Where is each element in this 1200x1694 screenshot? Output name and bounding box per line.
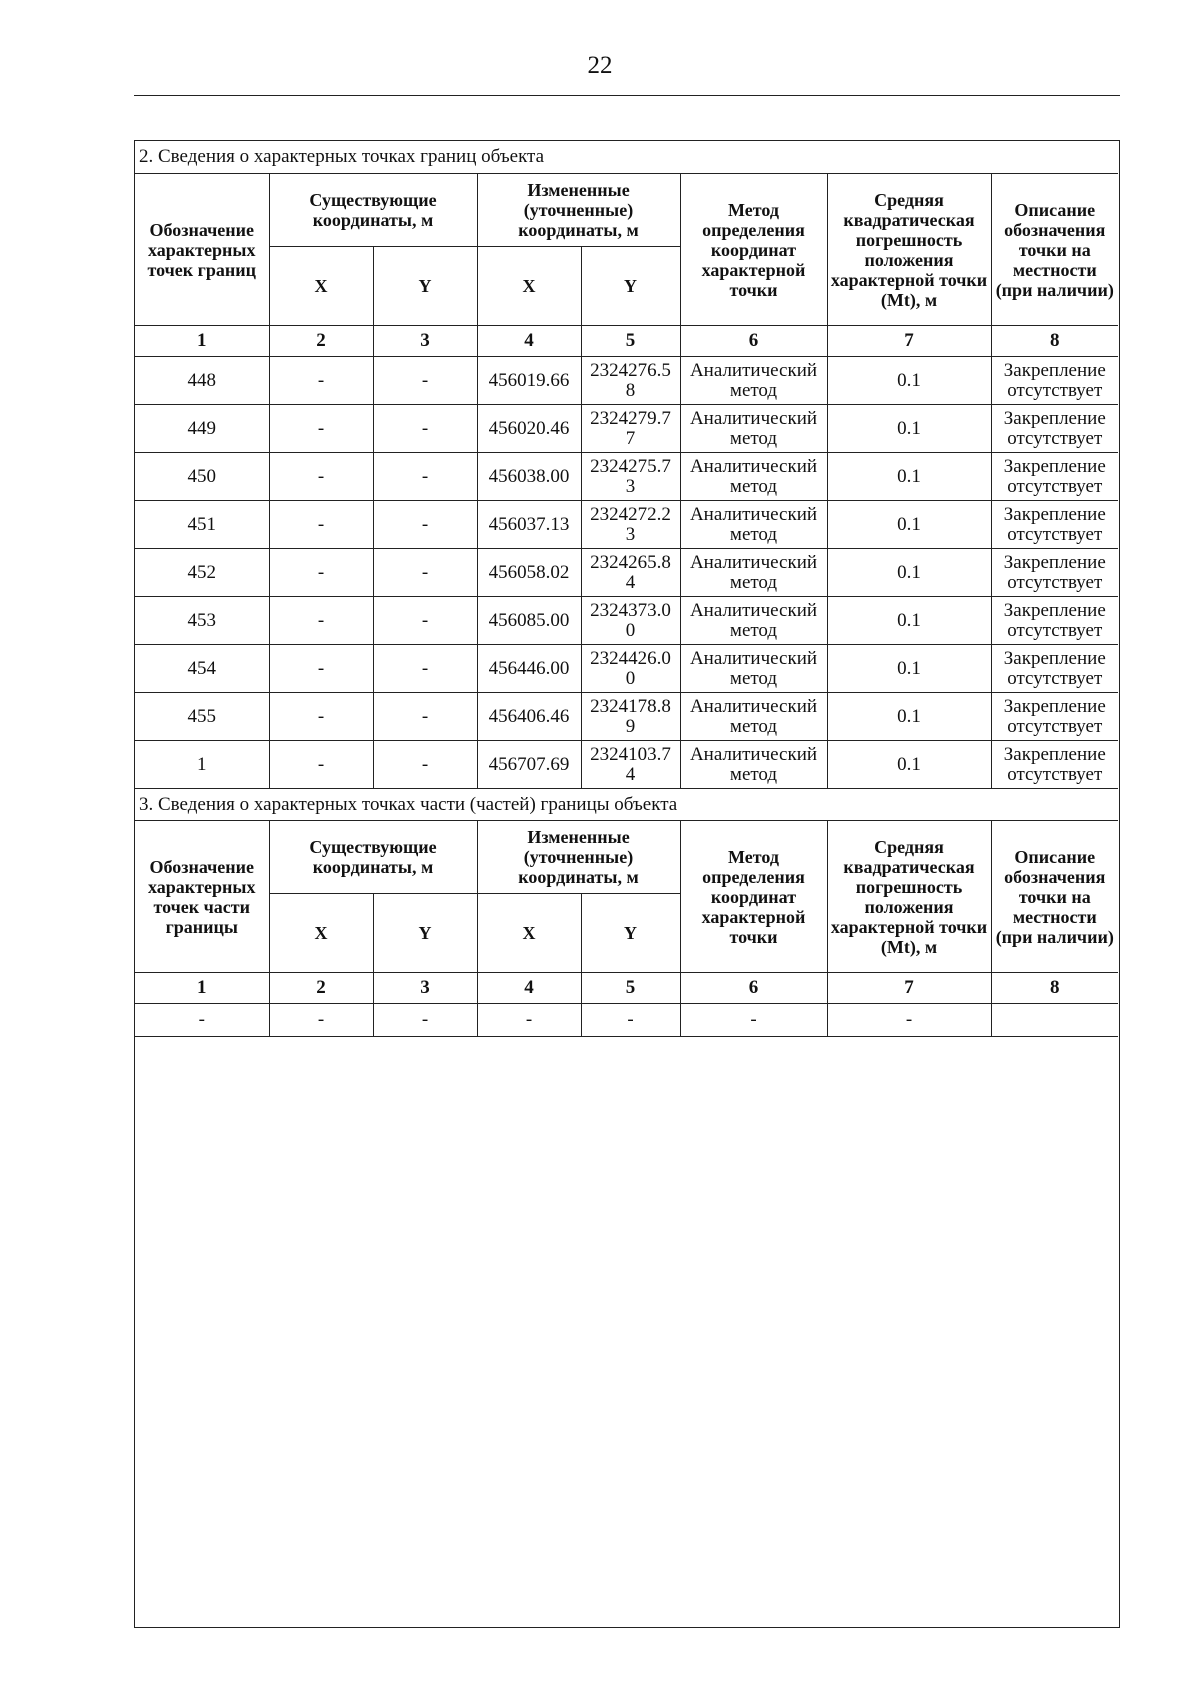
point-id: 450 (135, 453, 269, 501)
existing-x: - (269, 549, 373, 597)
header-existing-y: Y (373, 247, 477, 326)
existing-x: - (269, 597, 373, 645)
coord-y-line1: 2324279.7 (590, 407, 671, 429)
description-line2: отсутствует (1007, 763, 1103, 785)
header-description: Описание обозначения точки на местности (при наличии) (991, 821, 1118, 973)
coord-y (581, 405, 680, 453)
description-line1: Закрепление (1003, 503, 1106, 525)
description (991, 549, 1118, 597)
coord-y-line2: 0 (625, 619, 636, 641)
coord-x: 456037.13 (477, 501, 581, 549)
coord-y-line1: 2324265.8 (590, 551, 671, 573)
coord-y-line2: 9 (625, 715, 636, 737)
method (680, 453, 827, 501)
coord-y-line2: 3 (625, 475, 636, 497)
method-line2: метод (729, 427, 778, 449)
column-number: 2 (269, 973, 373, 1004)
column-number: 8 (991, 326, 1118, 357)
coord-y-line1: 2324426.0 (590, 647, 671, 669)
column-number: 8 (991, 973, 1118, 1004)
method-line2: метод (729, 571, 778, 593)
existing-x: - (269, 405, 373, 453)
cell: - (373, 1004, 477, 1037)
header-rule (134, 95, 1120, 96)
coord-y-line1: 2324178.8 (590, 695, 671, 717)
point-id: 453 (135, 597, 269, 645)
existing-y: - (373, 453, 477, 501)
method-line2: метод (729, 667, 778, 689)
existing-x: - (269, 501, 373, 549)
table-row (135, 549, 1118, 597)
header-existing-x: X (269, 247, 373, 326)
document-frame (134, 140, 1120, 1628)
description-line1: Закрепление (1003, 647, 1106, 669)
header-part-point-designation: Обозначение характерных точек части границы (135, 821, 269, 973)
page-number: 22 (587, 52, 613, 79)
coord-y (581, 549, 680, 597)
column-number: 5 (581, 973, 680, 1004)
section-2-title: 2. Сведения о характерных точках границ объекта (135, 141, 1118, 174)
header-point-designation: Обозначение характерных точек границ (135, 174, 269, 326)
existing-y: - (373, 597, 477, 645)
coord-x: 456707.69 (477, 741, 581, 789)
table-row (135, 741, 1118, 789)
accuracy-mt: 0.1 (827, 357, 991, 405)
existing-x: - (269, 741, 373, 789)
coord-y-line2: 4 (625, 571, 636, 593)
header-accuracy: Средняя квадратическая погрешность положения характерной точки (Mt), м (827, 174, 991, 326)
column-number: 4 (477, 326, 581, 357)
column-number: 2 (269, 326, 373, 357)
accuracy-mt: 0.1 (827, 741, 991, 789)
existing-y: - (373, 693, 477, 741)
header-method: Метод определения координат характерной точки (680, 821, 827, 973)
method (680, 645, 827, 693)
header-changed-coordinates: Измененные (уточненные) координаты, м (477, 821, 680, 894)
column-numbers-row (135, 973, 1118, 1004)
column-number: 1 (135, 973, 269, 1004)
column-number: 6 (680, 326, 827, 357)
column-number: 6 (680, 973, 827, 1004)
coord-y (581, 357, 680, 405)
method-line1: Аналитический (689, 695, 818, 717)
method-line1: Аналитический (689, 359, 818, 381)
point-id: 1 (135, 741, 269, 789)
cell: - (477, 1004, 581, 1037)
column-number: 3 (373, 326, 477, 357)
header-method: Метод определения координат характерной точки (680, 174, 827, 326)
cell (991, 1004, 1118, 1037)
method-line2: метод (729, 619, 778, 641)
coord-y (581, 501, 680, 549)
coord-x: 456085.00 (477, 597, 581, 645)
accuracy-mt: 0.1 (827, 405, 991, 453)
table-row (135, 693, 1118, 741)
cell: - (269, 1004, 373, 1037)
description-line1: Закрепление (1003, 551, 1106, 573)
coord-y-line2: 7 (625, 427, 636, 449)
point-id: 454 (135, 645, 269, 693)
existing-y: - (373, 549, 477, 597)
header-changed-x: X (477, 894, 581, 973)
method-line2: метод (729, 763, 778, 785)
header-description: Описание обозначения точки на местности (при наличии) (991, 174, 1118, 326)
section-3-title: 3. Сведения о характерных точках части (частей) границы объекта (135, 789, 1118, 821)
method-line1: Аналитический (689, 743, 818, 765)
description-line1: Закрепление (1003, 359, 1106, 381)
cell: - (827, 1004, 991, 1037)
header-changed-x: X (477, 247, 581, 326)
method (680, 693, 827, 741)
column-number: 1 (135, 326, 269, 357)
description-line2: отсутствует (1007, 427, 1103, 449)
coord-x: 456058.02 (477, 549, 581, 597)
coord-y (581, 597, 680, 645)
coord-y-line1: 2324275.7 (590, 455, 671, 477)
accuracy-mt: 0.1 (827, 549, 991, 597)
column-numbers-row (135, 326, 1118, 357)
method-line1: Аналитический (689, 503, 818, 525)
method-line2: метод (729, 379, 778, 401)
point-id: 451 (135, 501, 269, 549)
header-existing-coordinates: Существующие координаты, м (269, 821, 477, 894)
method-line1: Аналитический (689, 407, 818, 429)
accuracy-mt: 0.1 (827, 501, 991, 549)
description-line2: отсутствует (1007, 571, 1103, 593)
coord-y-line1: 2324103.7 (590, 743, 671, 765)
description-line1: Закрепление (1003, 599, 1106, 621)
coord-y (581, 693, 680, 741)
table-row (135, 405, 1118, 453)
method (680, 501, 827, 549)
method (680, 549, 827, 597)
description-line2: отсутствует (1007, 379, 1103, 401)
header-accuracy: Средняя квадратическая погрешность положения характерной точки (Mt), м (827, 821, 991, 973)
coord-y-line1: 2324276.5 (590, 359, 671, 381)
method-line2: метод (729, 475, 778, 497)
coord-y-line2: 4 (625, 763, 636, 785)
description (991, 357, 1118, 405)
column-number: 5 (581, 326, 680, 357)
description-line1: Закрепление (1003, 695, 1106, 717)
description (991, 405, 1118, 453)
point-id: 452 (135, 549, 269, 597)
accuracy-mt: 0.1 (827, 693, 991, 741)
method-line2: метод (729, 715, 778, 737)
method-line1: Аналитический (689, 551, 818, 573)
method (680, 597, 827, 645)
table-row (135, 501, 1118, 549)
description (991, 453, 1118, 501)
description-line2: отсутствует (1007, 523, 1103, 545)
description-line1: Закрепление (1003, 455, 1106, 477)
accuracy-mt: 0.1 (827, 645, 991, 693)
column-number: 4 (477, 973, 581, 1004)
method-line1: Аналитический (689, 647, 818, 669)
method (680, 357, 827, 405)
description-line2: отсутствует (1007, 475, 1103, 497)
coord-x: 456446.00 (477, 645, 581, 693)
accuracy-mt: 0.1 (827, 453, 991, 501)
header-changed-y: Y (581, 247, 680, 326)
accuracy-mt: 0.1 (827, 597, 991, 645)
header-existing-y: Y (373, 894, 477, 973)
point-id: 455 (135, 693, 269, 741)
table-row (135, 357, 1118, 405)
existing-y: - (373, 741, 477, 789)
description-line2: отсутствует (1007, 715, 1103, 737)
method-line1: Аналитический (689, 599, 818, 621)
description-line1: Закрепление (1003, 407, 1106, 429)
table-row (135, 597, 1118, 645)
coord-x: 456406.46 (477, 693, 581, 741)
coord-y-line1: 2324373.0 (590, 599, 671, 621)
existing-x: - (269, 357, 373, 405)
boundary-points-table (135, 141, 1118, 1037)
method (680, 405, 827, 453)
cell: - (680, 1004, 827, 1037)
coord-y (581, 453, 680, 501)
coord-y-line1: 2324272.2 (590, 503, 671, 525)
coord-x: 456019.66 (477, 357, 581, 405)
coord-y (581, 645, 680, 693)
description (991, 501, 1118, 549)
method (680, 741, 827, 789)
column-number: 7 (827, 973, 991, 1004)
existing-y: - (373, 357, 477, 405)
point-id: 448 (135, 357, 269, 405)
coord-y-line2: 3 (625, 523, 636, 545)
existing-x: - (269, 645, 373, 693)
point-id: 449 (135, 405, 269, 453)
description-line2: отсутствует (1007, 667, 1103, 689)
column-number: 7 (827, 326, 991, 357)
header-changed-y: Y (581, 894, 680, 973)
existing-y: - (373, 405, 477, 453)
existing-y: - (373, 501, 477, 549)
method-line2: метод (729, 523, 778, 545)
description (991, 597, 1118, 645)
header-existing-x: X (269, 894, 373, 973)
method-line1: Аналитический (689, 455, 818, 477)
table-row (135, 1004, 1118, 1037)
coord-y-line2: 8 (625, 379, 636, 401)
coord-x: 456038.00 (477, 453, 581, 501)
header-existing-coordinates: Существующие координаты, м (269, 174, 477, 247)
description (991, 645, 1118, 693)
existing-x: - (269, 693, 373, 741)
description (991, 741, 1118, 789)
table-row (135, 453, 1118, 501)
coord-x: 456020.46 (477, 405, 581, 453)
header-changed-coordinates: Измененные (уточненные) координаты, м (477, 174, 680, 247)
existing-y: - (373, 645, 477, 693)
coord-y (581, 741, 680, 789)
description (991, 693, 1118, 741)
column-number: 3 (373, 973, 477, 1004)
cell: - (581, 1004, 680, 1037)
table-row (135, 645, 1118, 693)
coord-y-line2: 0 (625, 667, 636, 689)
existing-x: - (269, 453, 373, 501)
description-line2: отсутствует (1007, 619, 1103, 641)
cell: - (135, 1004, 269, 1037)
description-line1: Закрепление (1003, 743, 1106, 765)
